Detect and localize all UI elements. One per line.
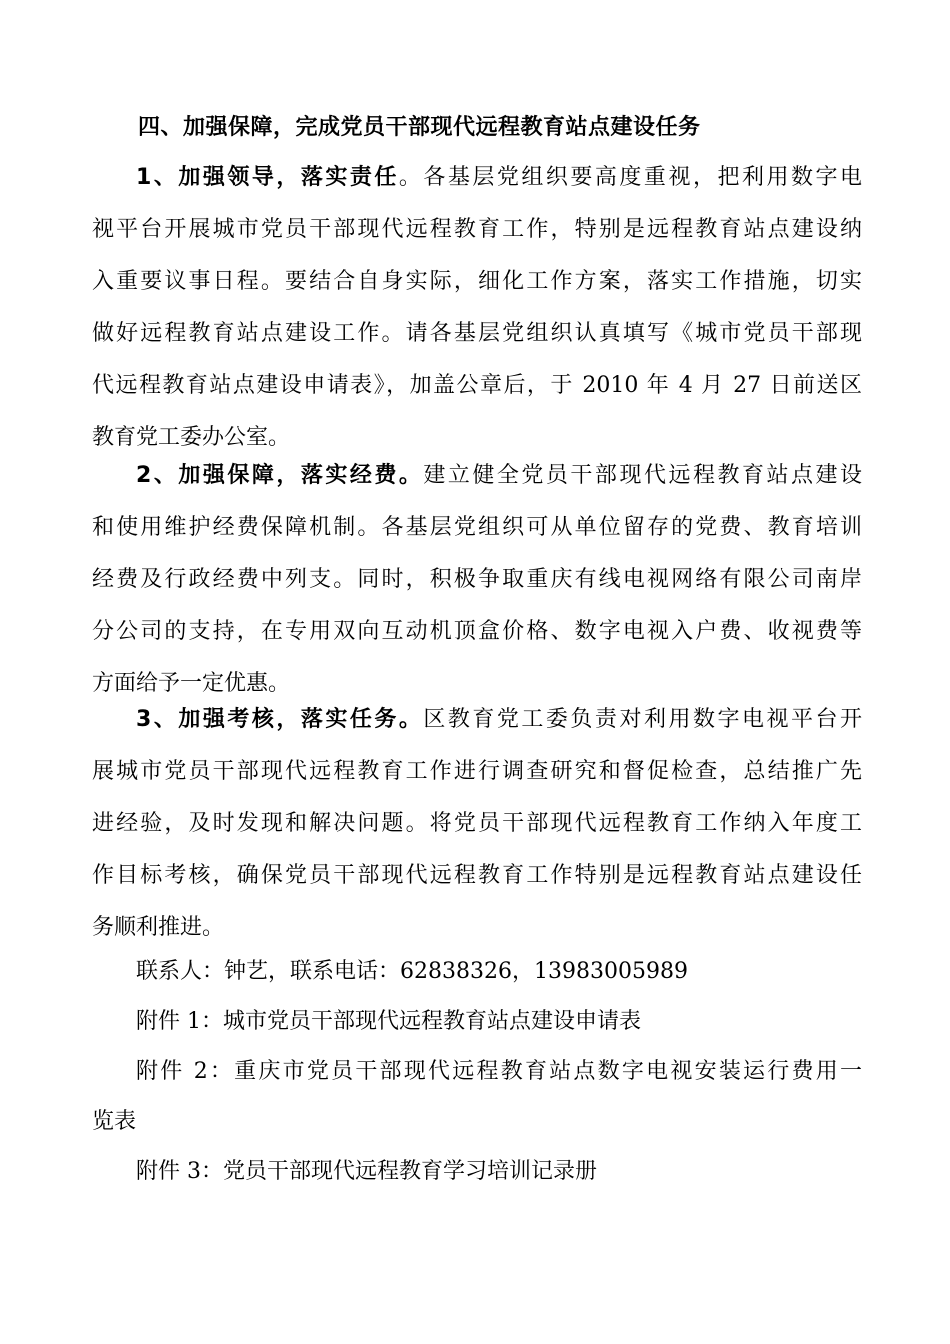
paragraph-line: 视平台开展城市党员干部现代远程教育工作，特别是远程教育站点建设纳 [92, 217, 862, 242]
paragraph-line: 入重要议事日程。要结合自身实际，细化工作方案，落实工作措施，切实 [92, 269, 862, 294]
paragraph-line: 和使用维护经费保障机制。各基层党组织可从单位留存的党费、教育培训 [92, 515, 862, 540]
paragraph-funding [92, 450, 862, 710]
paragraph-title: 1、加强领导，落实责任 [136, 165, 399, 190]
paragraph-line [92, 152, 862, 204]
contact-line: 联系人：钟艺，联系电话：62838326，13983005989 [136, 959, 688, 984]
paragraph-line [92, 450, 862, 502]
paragraph-assessment [92, 694, 862, 954]
paragraph-line: 做好远程教育站点建设工作。请各基层党组织认真填写《城市党员干部现 [92, 321, 862, 346]
paragraph-text: 。各基层党组织要高度重视，把利用数字电 [398, 165, 862, 190]
attachment-1: 附件 1：城市党员干部现代远程教育站点建设申请表 [136, 1009, 641, 1034]
attachment-2: 附件 2：重庆市党员干部现代远程教育站点数字电视安装运行费用一 [136, 1059, 862, 1084]
paragraph-line: 方面给予一定优惠。 [92, 671, 291, 696]
paragraph-line: 展城市党员干部现代远程教育工作进行调查研究和督促检查，总结推广先 [92, 759, 862, 784]
paragraph-line: 经费及行政经费中列支。同时，积极争取重庆有线电视网络有限公司南岸 [92, 567, 862, 592]
attachment-3: 附件 3：党员干部现代远程教育学习培训记录册 [136, 1159, 597, 1184]
paragraph-title: 2、加强保障，落实经费。 [136, 463, 424, 488]
paragraph-text: 建立健全党员干部现代远程教育站点建设 [423, 463, 862, 488]
paragraph-line: 教育党工委办公室。 [92, 425, 291, 450]
paragraph-title: 3、加强考核，落实任务。 [136, 707, 424, 732]
paragraph-line: 代远程教育站点建设申请表》，加盖公章后，于 2010 年 4 月 27 日前送区 [92, 373, 862, 398]
paragraph-line: 分公司的支持，在专用双向互动机顶盒价格、数字电视入户费、收视费等 [92, 619, 862, 644]
paragraph-leadership [92, 152, 862, 464]
paragraph-line: 进经验，及时发现和解决问题。将党员干部现代远程教育工作纳入年度工 [92, 811, 862, 836]
paragraph-text: 区教育党工委负责对利用数字电视平台开 [423, 707, 862, 732]
section-heading: 四、加强保障，完成党员干部现代远程教育站点建设任务 [138, 115, 701, 140]
paragraph-line [92, 694, 862, 746]
paragraph-line: 务顺利推进。 [92, 915, 225, 940]
paragraph-line: 作目标考核，确保党员干部现代远程教育工作特别是远程教育站点建设任 [92, 863, 862, 888]
attachment-2-continued: 览表 [92, 1109, 137, 1134]
